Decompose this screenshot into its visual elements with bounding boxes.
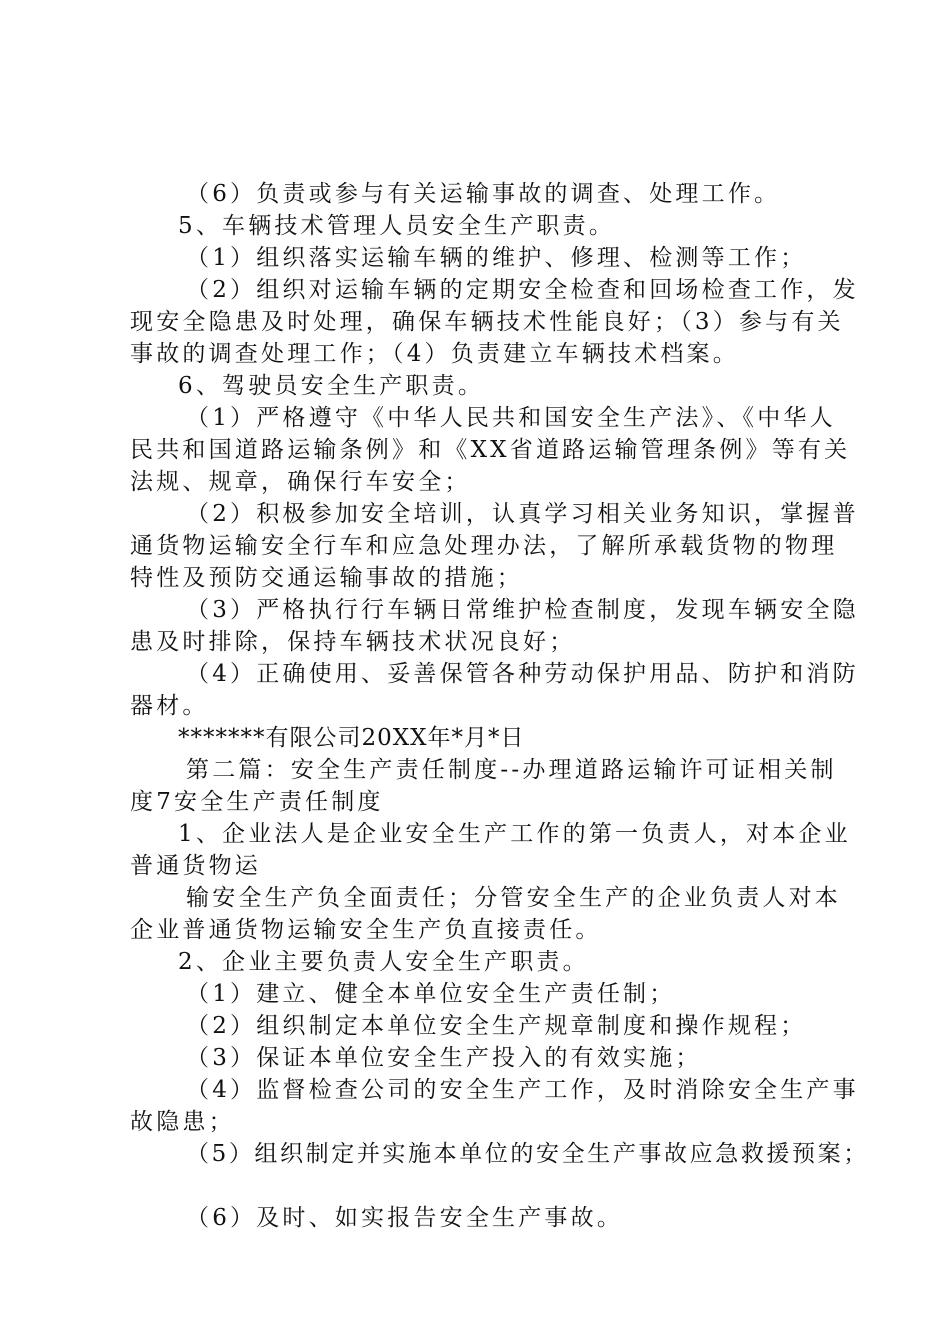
paragraph-line: （6）及时、如实报告安全生产事故。 bbox=[186, 1205, 624, 1231]
paragraph-line: 故隐患； bbox=[130, 1109, 235, 1135]
paragraph-line: （4）监督检查公司的安全生产工作，及时消除安全生产事 bbox=[186, 1077, 859, 1103]
paragraph-line: 特性及预防交通运输事故的措施； bbox=[130, 565, 523, 591]
paragraph-line: 通货物运输安全行车和应急处理办法，了解所承载货物的物理 bbox=[130, 533, 838, 559]
paragraph-line: （2）组织对运输车辆的定期安全检查和回场检查工作，发 bbox=[186, 277, 859, 303]
paragraph-line: 事故的调查处理工作；（4）负责建立车辆技术档案。 bbox=[130, 341, 739, 367]
paragraph-line: 6、驾驶员安全生产职责。 bbox=[178, 373, 485, 399]
paragraph-line: （2）积极参加安全培训，认真学习相关业务知识，掌握普 bbox=[186, 501, 859, 527]
paragraph-line: 器材。 bbox=[130, 693, 209, 719]
paragraph-line: 5、车辆技术管理人员安全生产职责。 bbox=[178, 213, 616, 239]
paragraph-line: （1）组织落实运输车辆的维护、修理、检测等工作； bbox=[186, 245, 807, 271]
section-heading-line: 度7安全生产责任制度 bbox=[130, 789, 384, 815]
paragraph-line: （2）组织制定本单位安全生产规章制度和操作规程； bbox=[186, 1013, 807, 1039]
paragraph-line: 输安全生产负全面责任；分管安全生产的企业负责人对本 bbox=[186, 885, 841, 911]
paragraph-line: （3）保证本单位安全生产投入的有效实施； bbox=[186, 1045, 702, 1071]
paragraph-line: （6）负责或参与有关运输事故的调查、处理工作。 bbox=[186, 181, 781, 207]
paragraph-line: 2、企业主要负责人安全生产职责。 bbox=[178, 949, 589, 975]
paragraph-line: 民共和国道路运输条例》和《XX省道路运输管理条例》等有关 bbox=[130, 437, 851, 463]
paragraph-line: 普通货物运 bbox=[130, 853, 261, 879]
section-heading-line: 第二篇：安全生产责任制度--办理道路运输许可证相关制 bbox=[186, 757, 837, 783]
paragraph-line: 企业普通货物运输安全生产负直接责任。 bbox=[130, 917, 602, 943]
signature-date-line: *******有限公司20XX年*月*日 bbox=[178, 725, 525, 751]
paragraph-line: （3）严格执行行车辆日常维护检查制度，发现车辆安全隐 bbox=[186, 597, 859, 623]
paragraph-line: 患及时排除，保持车辆技术状况良好； bbox=[130, 629, 576, 655]
paragraph-line: （1）严格遵守《中华人民共和国安全生产法》、《中华人 bbox=[186, 405, 836, 431]
paragraph-line: （1）建立、健全本单位安全生产责任制； bbox=[186, 981, 676, 1007]
paragraph-line: 法规、规章，确保行车安全； bbox=[130, 469, 471, 495]
paragraph-line: （5）组织制定并实施本单位的安全生产事故应急救援预案； bbox=[186, 1141, 869, 1167]
paragraph-line: 1、企业法人是企业安全生产工作的第一负责人，对本企业 bbox=[178, 821, 851, 847]
paragraph-line: 现安全隐患及时处理，确保车辆技术性能良好；（3）参与有关 bbox=[130, 309, 844, 335]
paragraph-line: （4）正确使用、妥善保管各种劳动保护用品、防护和消防 bbox=[186, 661, 859, 687]
